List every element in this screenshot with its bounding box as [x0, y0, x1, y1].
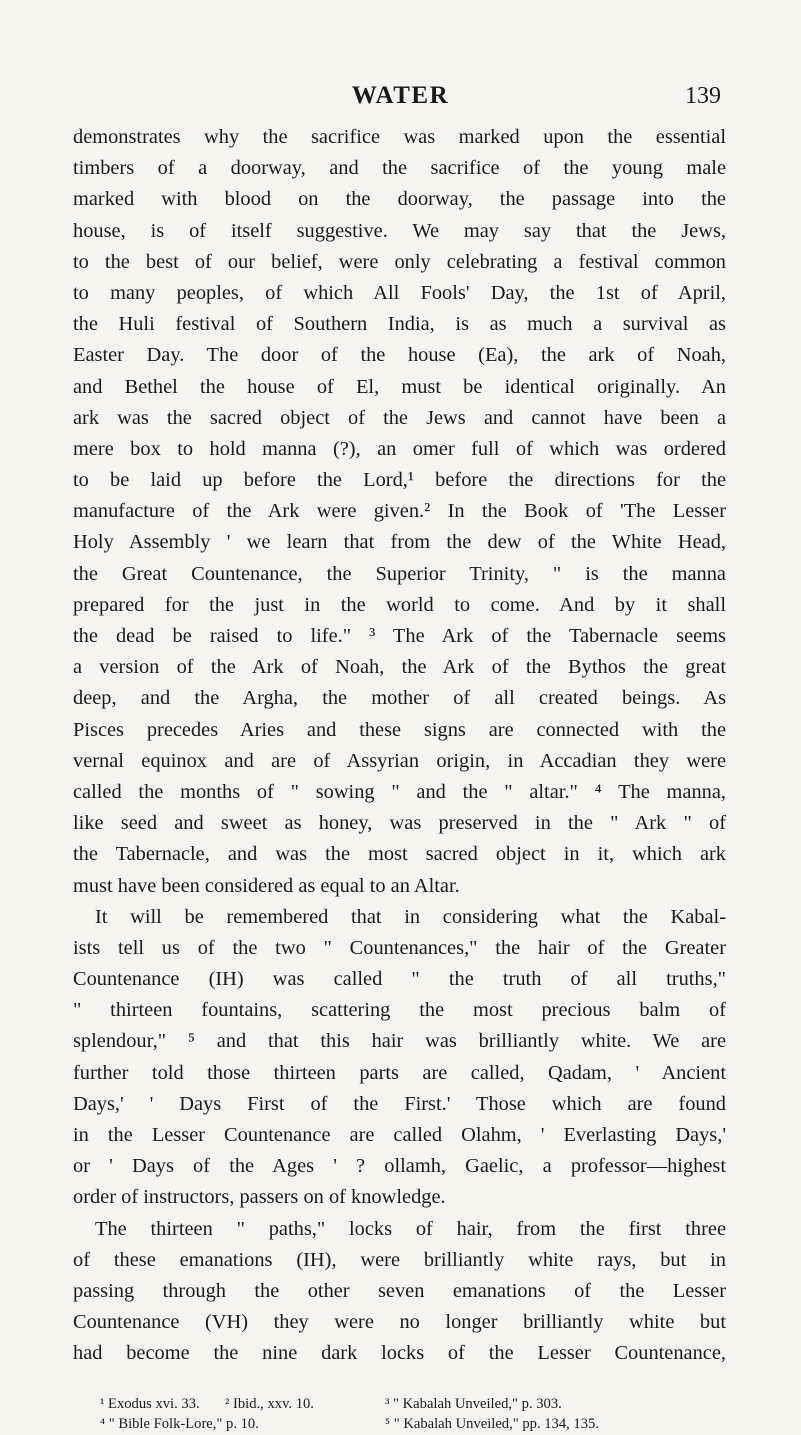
text-line: to be laid up before the Lord,¹ before the directions for the [73, 469, 726, 492]
text-line: to many peoples, of which All Fools' Day, the 1st of April, [73, 281, 726, 304]
text-line: Holy Assembly ' we learn that from the dew of the White Head, [73, 531, 726, 554]
text-line: called the months of " sowing " and the " altar." ⁴ The manna, [73, 780, 726, 803]
text-line: in the Lesser Countenance are called Olahm, ' Everlasting Days,' [73, 1124, 726, 1146]
text-line: marked with blood on the doorway, the passage into the [73, 188, 726, 211]
text-line: ists tell us of the two " Countenances," the hair of the Greater [73, 936, 726, 959]
page-header [0, 82, 801, 112]
text-line: further told those thirteen parts are called, Qadam, ' Ancient [73, 1061, 726, 1084]
footnote-5: ⁵ " Kabalah Unveiled," pp. 134, 135. [385, 1416, 599, 1432]
text-line: the dead be raised to life." ³ The Ark of the Tabernacle seems [73, 625, 726, 647]
text-line: Easter Day. The door of the house (Ea), the ark of Noah, [73, 344, 726, 367]
text-line: like seed and sweet as honey, was preserved in the " Ark " of [73, 812, 726, 835]
text-line: Days,' ' Days First of the First.' Those which are found [73, 1092, 726, 1115]
footnote-2: ² Ibid., xxv. 10. [225, 1396, 314, 1412]
text-line: or ' Days of the Ages ' ? ollamh, Gaelic, a professor—highest [73, 1155, 726, 1178]
text-line: timbers of a doorway, and the sacrifice of the young male [73, 157, 726, 180]
text-line: house, is of itself suggestive. We may say that the Jews, [73, 219, 726, 242]
text-line: It will be remembered that in considering what the Kabal- [95, 905, 726, 928]
text-line: the Great Countenance, the Superior Trinity, " is the manna [73, 562, 726, 585]
footnote-row [100, 1394, 720, 1414]
text-line: order of instructors, passers on of knowledge. [73, 1186, 446, 1209]
text-line: The thirteen " paths," locks of hair, from the first three [95, 1217, 726, 1240]
text-line: and Bethel the house of El, must be identical originally. An [73, 375, 726, 398]
running-title: WATER [351, 82, 450, 109]
text-line: demonstrates why the sacrifice was marked upon the essential [73, 126, 726, 148]
footnote-3: ³ " Kabalah Unveiled," p. 303. [385, 1396, 562, 1412]
text-line: of these emanations (IH), were brilliantly white rays, but in [73, 1248, 726, 1271]
text-line: Pisces precedes Aries and these signs are connected with the [73, 718, 726, 741]
footnotes [100, 1394, 720, 1434]
text-line: Countenance (IH) was called " the truth of all truths," [73, 968, 726, 991]
text-line: to the best of our belief, were only celebrating a festival common [73, 250, 726, 273]
text-line: the Tabernacle, and was the most sacred object in it, which ark [73, 843, 726, 866]
text-line: must have been considered as equal to an Altar. [73, 874, 460, 897]
text-line: had become the nine dark locks of the Lesser Countenance, [73, 1342, 726, 1365]
text-line: " thirteen fountains, scattering the most precious balm of [73, 999, 726, 1022]
footnote-4: ⁴ " Bible Folk-Lore," p. 10. [100, 1416, 259, 1432]
text-line: the Huli festival of Southern India, is as much a survival as [73, 313, 726, 336]
text-line: manufacture of the Ark were given.² In the Book of 'The Lesser [73, 500, 726, 523]
text-line: ark was the sacred object of the Jews and cannot have been a [73, 406, 726, 429]
text-line: splendour," ⁵ and that this hair was brilliantly white. We are [73, 1030, 726, 1053]
text-line: Countenance (VH) they were no longer brilliantly white but [73, 1311, 726, 1334]
footnote-row [100, 1414, 720, 1434]
text-line: vernal equinox and are of Assyrian origin, in Accadian they were [73, 749, 726, 772]
text-line: prepared for the just in the world to come. And by it shall [73, 593, 726, 616]
text-line: passing through the other seven emanations of the Lesser [73, 1279, 726, 1302]
page-number: 139 [685, 83, 721, 109]
footnote-1: ¹ Exodus xvi. 33. [100, 1396, 200, 1412]
text-line: a version of the Ark of Noah, the Ark of the Bythos the great [73, 656, 726, 679]
body-text [73, 122, 726, 1370]
text-line: mere box to hold manna (?), an omer full of which was ordered [73, 437, 726, 460]
text-line: deep, and the Argha, the mother of all created beings. As [73, 687, 726, 710]
